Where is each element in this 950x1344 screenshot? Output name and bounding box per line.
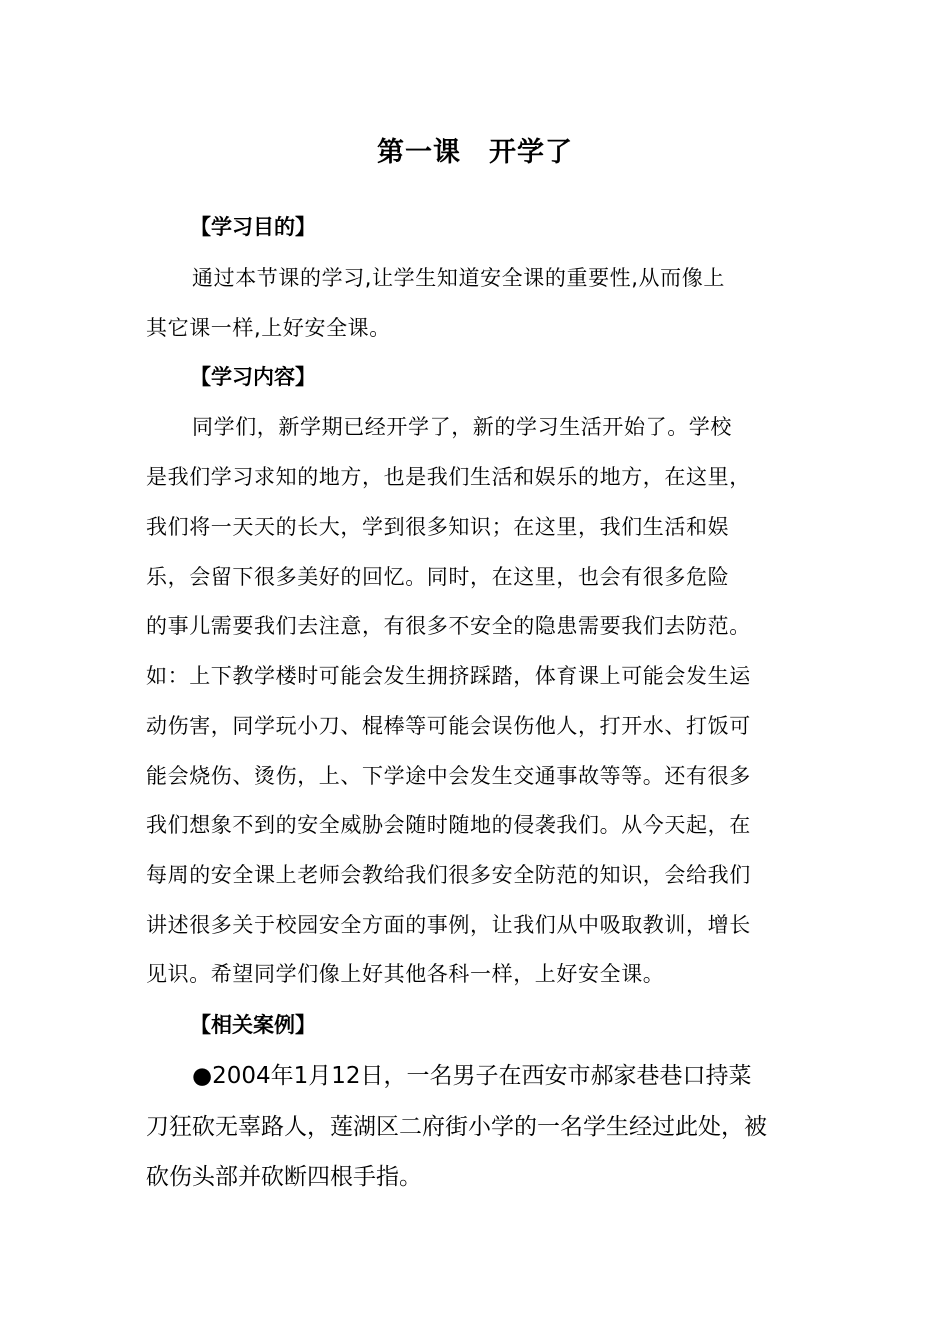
content-line: 见识。希望同学们像上好其他各科一样，上好安全课。: [146, 962, 665, 986]
content-line: 如：上下教学楼时可能会发生拥挤踩踏，体育课上可能会发生运: [146, 664, 751, 688]
case-line: 刀狂砍无辜路人，莲湖区二府街小学的一名学生经过此处，被: [146, 1114, 767, 1140]
lesson-title: 第一课 开学了: [377, 137, 573, 168]
content-line: 是我们学习求知的地方，也是我们生活和娱乐的地方，在这里，: [146, 465, 751, 489]
content-line: 每周的安全课上老师会教给我们很多安全防范的知识，会给我们: [146, 863, 751, 887]
content-line: 讲述很多关于校园安全方面的事例，让我们从中吸取教训，增长: [146, 913, 751, 937]
case-line: 砍伤头部并砍断四根手指。: [146, 1164, 422, 1190]
content-line: 能会烧伤、烫伤，上、下学途中会发生交通事故等等。还有很多: [146, 764, 751, 788]
content-heading: 【学习内容】: [190, 365, 316, 389]
case-line: ●2004年1月12日，一名男子在西安市郝家巷巷口持菜: [192, 1063, 752, 1089]
content-line: 的事儿需要我们去注意，有很多不安全的隐患需要我们去防范。: [146, 614, 751, 638]
content-line: 我们想象不到的安全威胁会随时随地的侵袭我们。从今天起，在: [146, 813, 751, 837]
objective-line: 其它课一样,上好安全课。: [146, 316, 391, 340]
content-line: 乐，会留下很多美好的回忆。同时，在这里，也会有很多危险: [146, 565, 730, 589]
content-line: 同学们，新学期已经开学了，新的学习生活开始了。学校: [192, 415, 732, 439]
content-line: 动伤害，同学玩小刀、棍棒等可能会误伤他人，打开水、打饭可: [146, 714, 751, 738]
content-line: 我们将一天天的长大，学到很多知识；在这里，我们生活和娱: [146, 515, 730, 539]
case-heading: 【相关案例】: [190, 1013, 316, 1037]
objective-heading: 【学习目的】: [190, 215, 316, 239]
objective-line: 通过本节课的学习,让学生知道安全课的重要性,从而像上: [192, 266, 725, 290]
